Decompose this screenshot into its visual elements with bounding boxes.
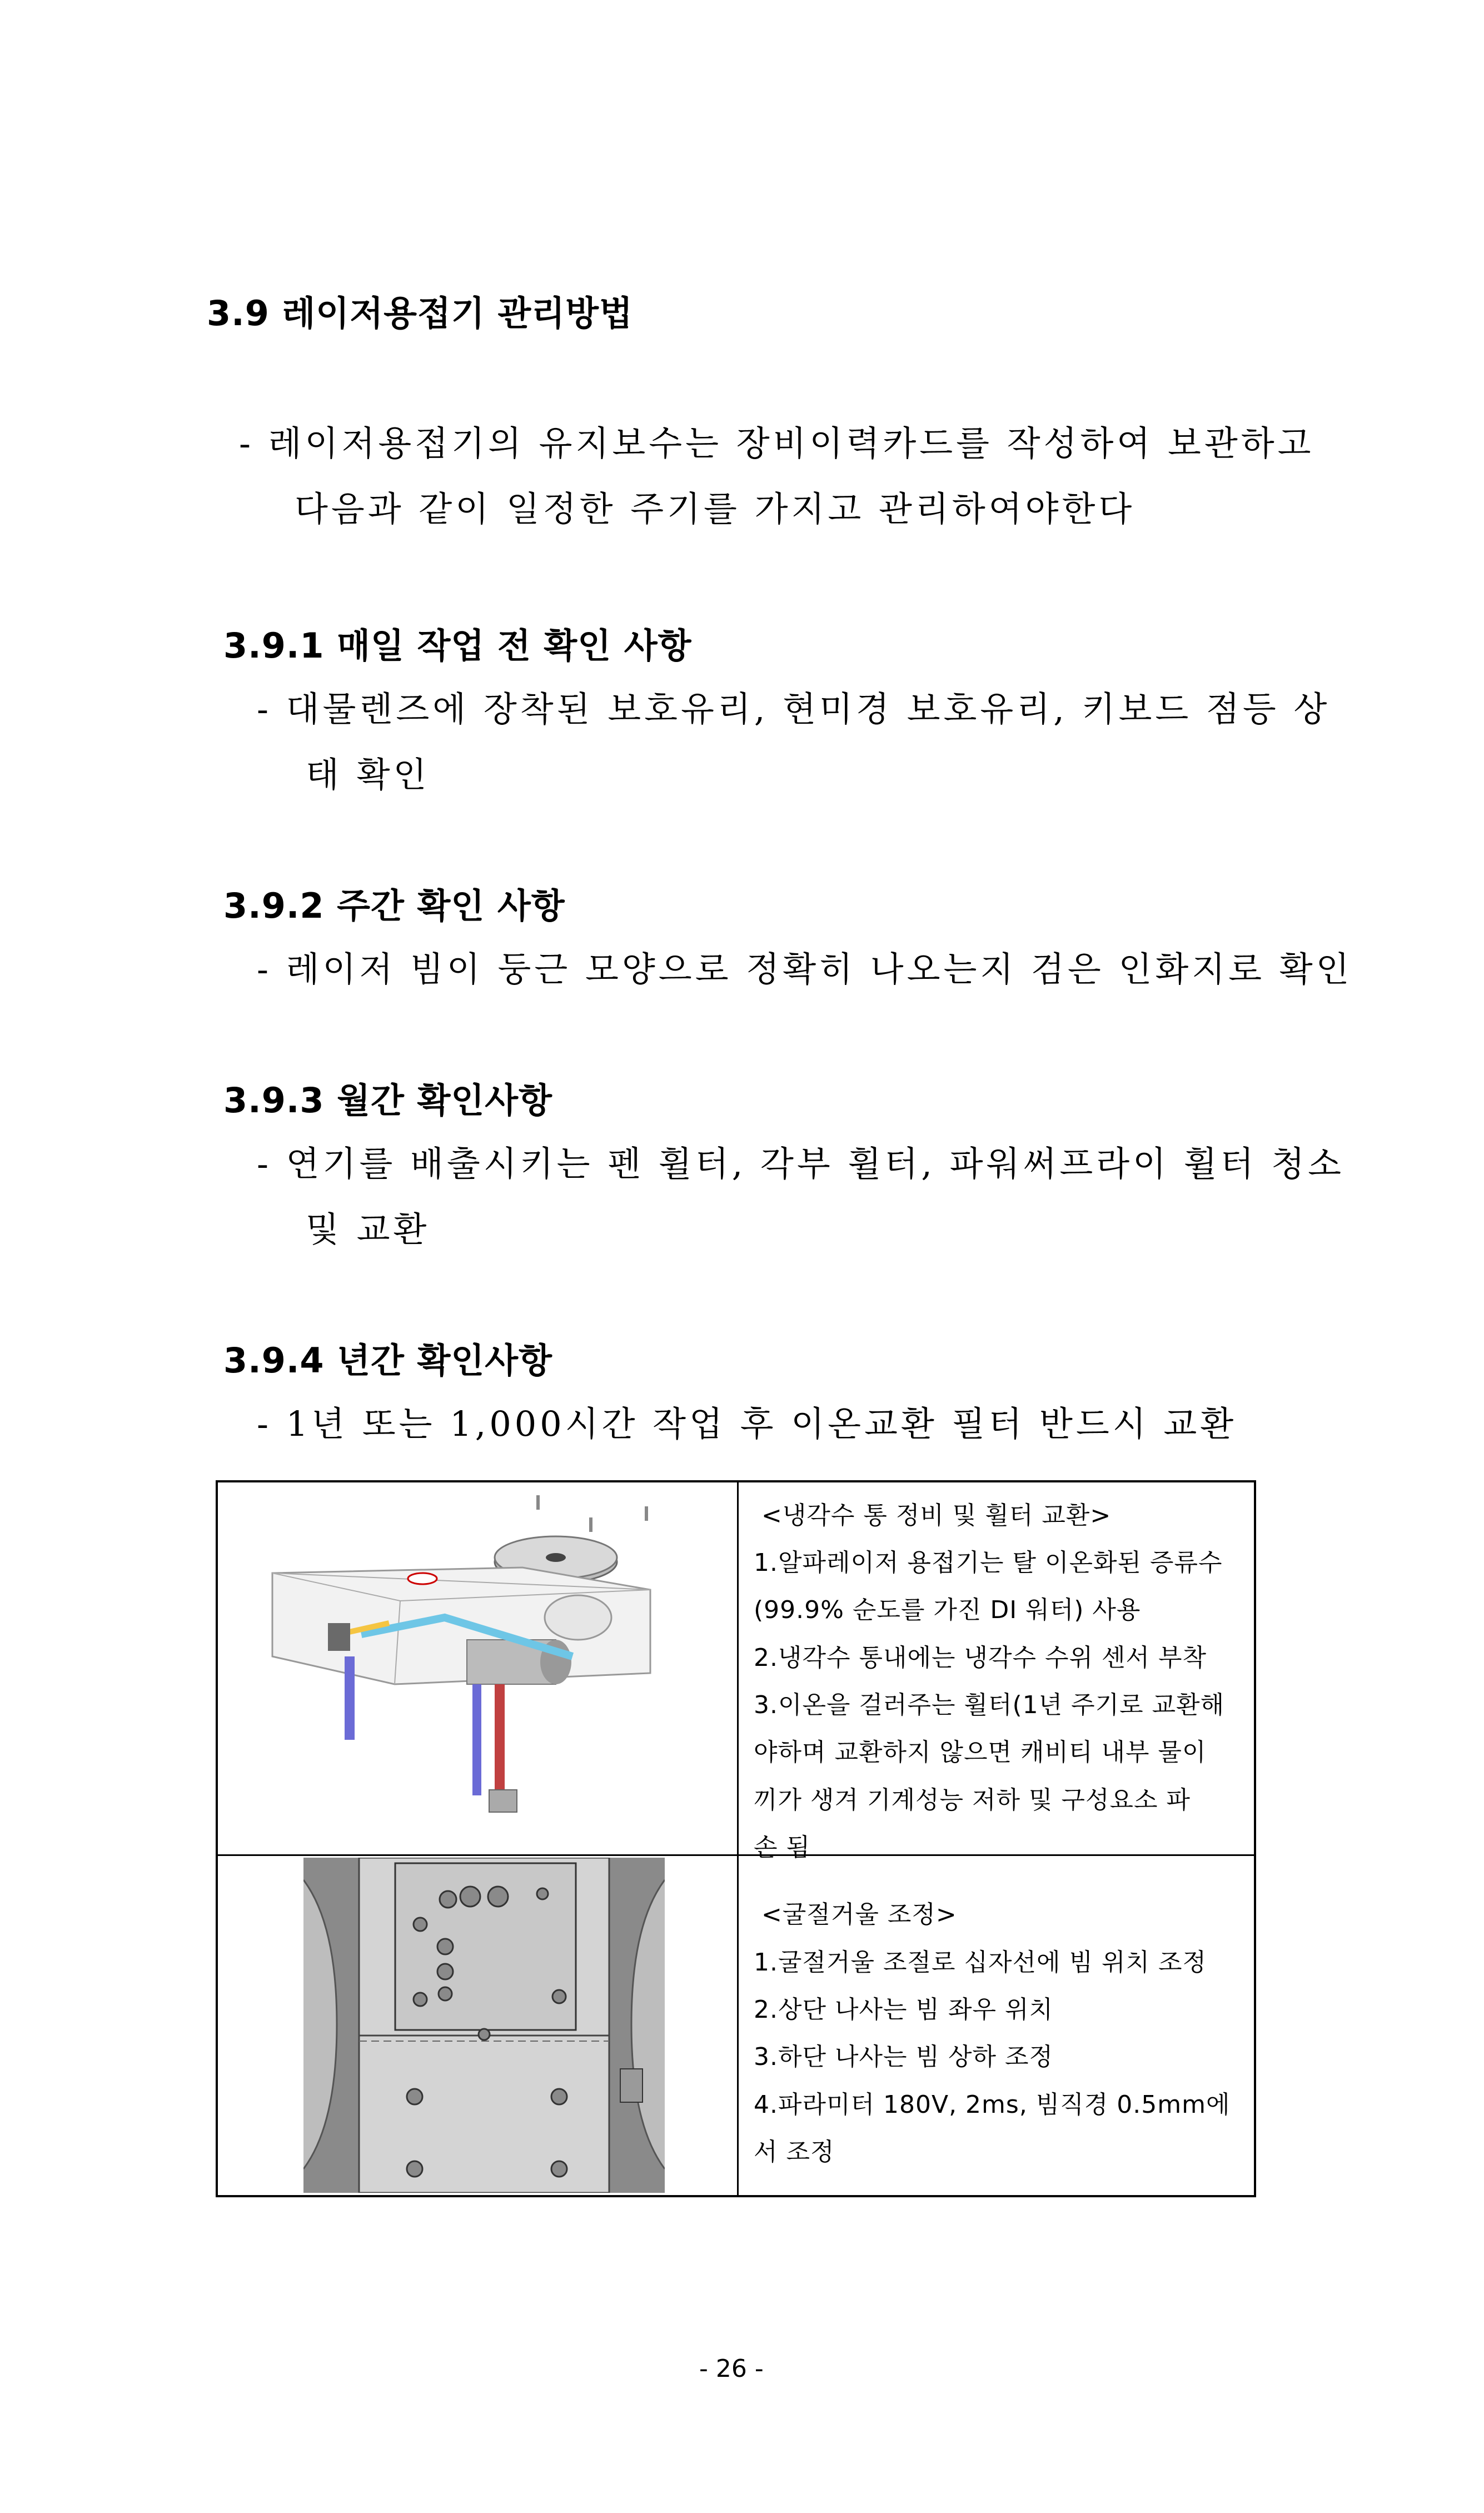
subsection-title-weekly: 3.9.2 주간 확인 사항 bbox=[223, 885, 565, 926]
screw-icon bbox=[589, 1517, 592, 1532]
row1-line: 손 됨 bbox=[754, 1833, 810, 1862]
row1-line: 야하며 교환하지 않으면 캐비티 내부 물이 bbox=[754, 1738, 1207, 1766]
weekly-line-1: - 레이저 빔이 둥근 모양으로 정확히 나오는지 검은 인화지로 확인 bbox=[257, 949, 1353, 989]
row1-line: (99.9% 순도를 가진 DI 워터) 사용 bbox=[754, 1596, 1141, 1624]
row2-line: 3.하단 나사는 빔 상하 조정 bbox=[754, 2043, 1053, 2071]
table-column-divider bbox=[737, 1480, 739, 2197]
row1-heading: <냉각수 통 정비 및 휠터 교환> bbox=[761, 1501, 1112, 1530]
daily-line-2: 태 확인 bbox=[306, 754, 430, 795]
monthly-line-1: - 연기를 배출시키는 펜 휠터, 각부 휠터, 파워써프라이 휠터 청소 bbox=[257, 1143, 1345, 1184]
daily-line-1: - 대물렌즈에 장착된 보호유리, 현미경 보호유리, 키보드 점등 상 bbox=[257, 689, 1331, 729]
row1-line: 끼가 생겨 기계성능 저하 및 구성요소 파 bbox=[754, 1786, 1191, 1814]
page-number: - 26 - bbox=[699, 2355, 764, 2383]
screw-icon bbox=[536, 1495, 540, 1510]
cooling-tank-illustration bbox=[261, 1490, 661, 1845]
row2-line: 서 조정 bbox=[754, 2138, 835, 2166]
screw-icon bbox=[645, 1506, 648, 1521]
row1-line: 3.이온을 걸러주는 휠터(1년 주기로 교환해 bbox=[754, 1691, 1225, 1719]
intro-line-2: 다음과 같이 일정한 주기를 가지고 관리하여야한다 bbox=[295, 489, 1136, 529]
row2-line: 1.굴절거울 조절로 십자선에 빔 위치 조정 bbox=[754, 1948, 1207, 1977]
row2-line: 2.상단 나사는 빔 좌우 위치 bbox=[754, 1996, 1053, 2024]
yearly-line-1: - 1년 또는 1,000시간 작업 후 이온교환 필터 반드시 교환 bbox=[257, 1404, 1237, 1444]
section-title: 3.9 레이저용접기 관리방법 bbox=[207, 293, 633, 334]
subsection-title-yearly: 3.9.4 년간 확인사항 bbox=[223, 1340, 553, 1381]
row1-line: 1.알파레이저 용접기는 탈 이온화된 증류수 bbox=[754, 1549, 1223, 1577]
subsection-title-daily: 3.9.1 매일 작업 전 확인 사항 bbox=[223, 625, 692, 666]
intro-line-1: - 레이저용접기의 유지보수는 장비이력카드를 작성하여 보관하고 bbox=[239, 423, 1314, 464]
row2-heading: <굴절거울 조정> bbox=[761, 1900, 957, 1929]
monthly-line-2: 및 교환 bbox=[306, 1209, 430, 1250]
table-row-divider bbox=[216, 1854, 1256, 1856]
subsection-title-monthly: 3.9.3 월간 확인사항 bbox=[223, 1080, 553, 1121]
row2-line: 4.파라미터 180V, 2ms, 빔직경 0.5mm에 bbox=[754, 2091, 1231, 2119]
mirror-assembly-illustration bbox=[303, 1858, 665, 2193]
row1-line: 2.냉각수 통내에는 냉각수 수위 센서 부착 bbox=[754, 1644, 1207, 1672]
